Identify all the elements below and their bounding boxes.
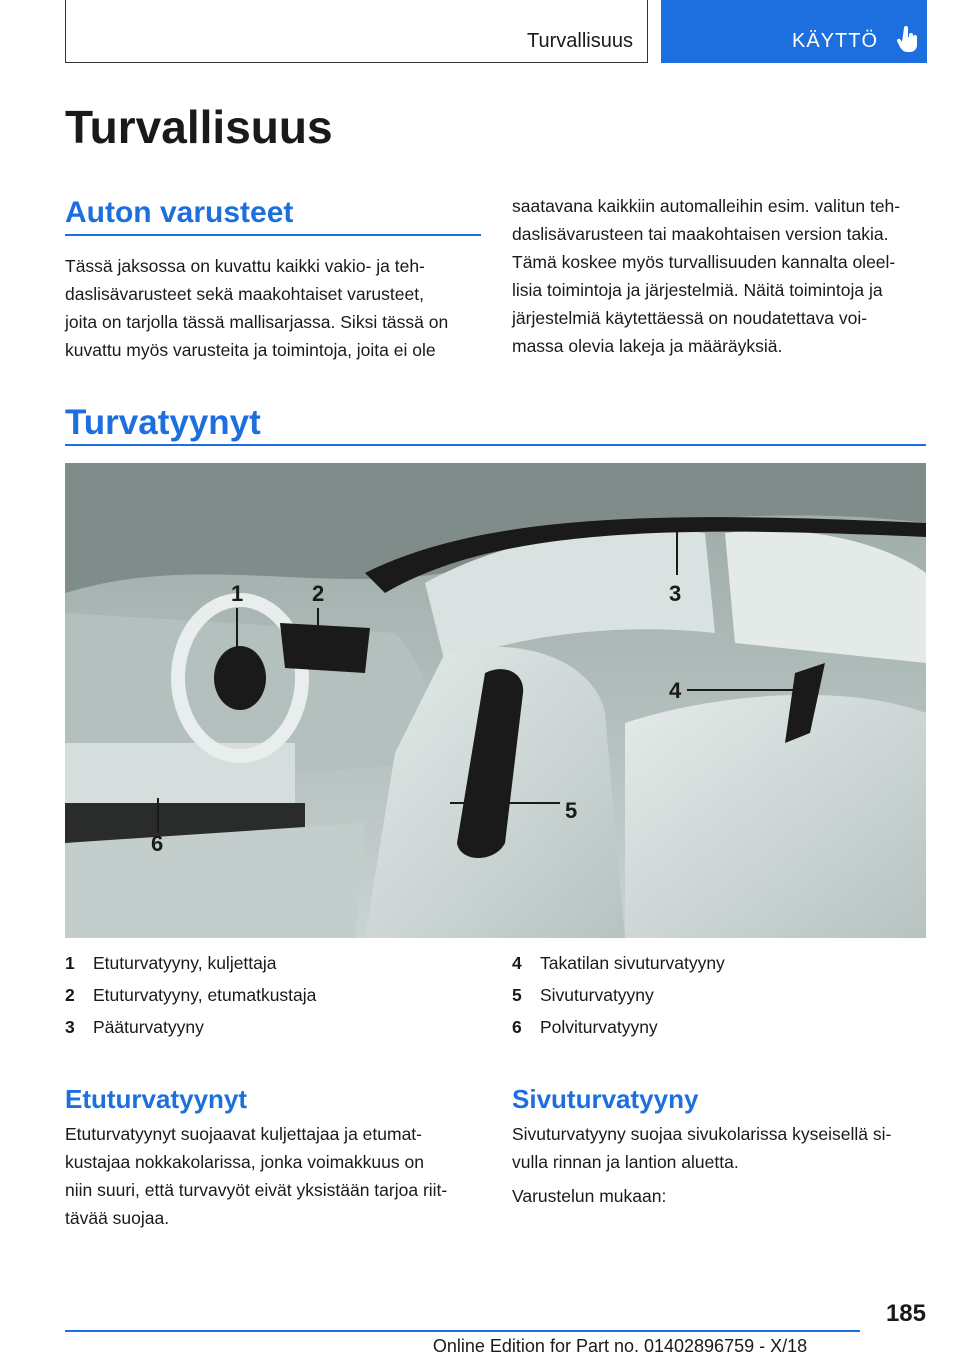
rear-seat bbox=[625, 695, 926, 938]
legend-number: 6 bbox=[512, 1017, 522, 1037]
equipment-paragraph-left bbox=[65, 252, 485, 364]
page-number: 185 bbox=[885, 1300, 926, 1327]
legend-label: Etuturvatyyny, etumatkustaja bbox=[93, 985, 317, 1005]
legend-label: Polviturvatyyny bbox=[540, 1017, 658, 1037]
text-line: massa olevia lakeja ja määräyksiä. bbox=[512, 336, 783, 356]
text-line: tävää suojaa. bbox=[65, 1208, 170, 1228]
legend-number: 1 bbox=[65, 953, 75, 973]
text-line: kustajaa nokkakolarissa, jonka voimakkuus on bbox=[65, 1152, 424, 1172]
airbags-heading-rule bbox=[65, 444, 926, 446]
legend-label: Sivuturvatyyny bbox=[540, 985, 654, 1005]
callout-number-1: 1 bbox=[231, 581, 244, 606]
passenger-airbag-panel bbox=[280, 623, 370, 673]
hand-pointer-icon bbox=[897, 26, 919, 52]
airbags-heading: Turvatyynyt bbox=[65, 403, 261, 442]
legend-label: Pääturvatyyny bbox=[93, 1017, 204, 1037]
text-line: Sivuturvatyyny suojaa sivukolarissa kyseisellä si‐ bbox=[512, 1124, 892, 1144]
text-line: niin suuri, että turvavyöt eivät yksistään tarjoa riit‐ bbox=[65, 1180, 448, 1200]
callout-number-4: 4 bbox=[669, 678, 682, 703]
text-line: lisia toimintoja ja järjestelmiä. Näitä toimintoja ja bbox=[512, 280, 883, 300]
text-line: daslisävarusteet sekä maakohtaiset varusteet, bbox=[65, 284, 424, 304]
text-line: Etuturvatyynyt suojaavat kuljettajaa ja etumat‐ bbox=[65, 1124, 422, 1144]
footer-rule bbox=[65, 1330, 860, 1332]
text-line: järjestelmiä käytettäessä on noudatettava voi‐ bbox=[512, 308, 868, 328]
front-airbags-heading: Etuturvatyynyt bbox=[65, 1084, 248, 1114]
text-line: vulla rinnan ja lantion aluetta. bbox=[512, 1152, 739, 1172]
text-line: kuvattu myös varusteita ja toimintoja, joita ei ole bbox=[65, 340, 436, 360]
airbag-legend-left bbox=[65, 951, 316, 1047]
callout-number-2: 2 bbox=[312, 581, 325, 606]
callout-number-3: 3 bbox=[669, 581, 682, 606]
header-section-label: Turvallisuus bbox=[527, 30, 633, 52]
header-chapter-label: KÄYTTÖ bbox=[792, 30, 879, 52]
equipment-heading: Auton varusteet bbox=[65, 196, 294, 229]
legend-number: 2 bbox=[65, 985, 75, 1005]
legend-label: Etuturvatyyny, kuljettaja bbox=[93, 953, 277, 973]
legend-label: Takatilan sivuturvatyyny bbox=[540, 953, 725, 973]
page-title: Turvallisuus bbox=[65, 101, 333, 153]
front-airbags-paragraph bbox=[65, 1120, 485, 1232]
legend-item bbox=[65, 983, 316, 1015]
legend-item bbox=[512, 951, 725, 983]
side-airbag-heading: Sivuturvatyyny bbox=[512, 1084, 699, 1114]
text-line: saatavana kaikkiin automalleihin esim. valitun teh‐ bbox=[512, 196, 901, 216]
edition-footer: Online Edition for Part no. 01402896759 - X/18 bbox=[432, 1336, 808, 1356]
legend-item bbox=[65, 1015, 316, 1047]
text-line: Tässä jaksossa on kuvattu kaikki vakio- ja teh‐ bbox=[65, 256, 425, 276]
legend-number: 3 bbox=[65, 1017, 75, 1037]
legend-item bbox=[512, 983, 725, 1015]
header-section-tab bbox=[65, 0, 648, 63]
driver-airbag-hub bbox=[214, 646, 266, 710]
callout-number-6: 6 bbox=[151, 831, 164, 856]
legend-item bbox=[65, 951, 316, 983]
airbag-location-illustration bbox=[65, 463, 926, 938]
legend-number: 4 bbox=[512, 953, 522, 973]
legend-item bbox=[512, 1015, 725, 1047]
legend-number: 5 bbox=[512, 985, 522, 1005]
equipment-heading-rule bbox=[65, 234, 481, 236]
floor bbox=[65, 823, 365, 938]
side-airbag-note: Varustelun mukaan: bbox=[512, 1186, 667, 1206]
header-chapter-tab[interactable] bbox=[661, 0, 927, 63]
text-line: daslisävarusteen tai maakohtaisen version takia. bbox=[512, 224, 889, 244]
airbag-legend-right bbox=[512, 951, 725, 1047]
text-line: joita on tarjolla tässä mallisarjassa. Siksi tässä on bbox=[65, 312, 449, 332]
equipment-paragraph-right bbox=[512, 192, 932, 360]
side-airbag-paragraph bbox=[512, 1120, 932, 1210]
text-line: Tämä koskee myös turvallisuuden kannalta oleel‐ bbox=[512, 252, 896, 272]
callout-number-5: 5 bbox=[565, 798, 578, 823]
